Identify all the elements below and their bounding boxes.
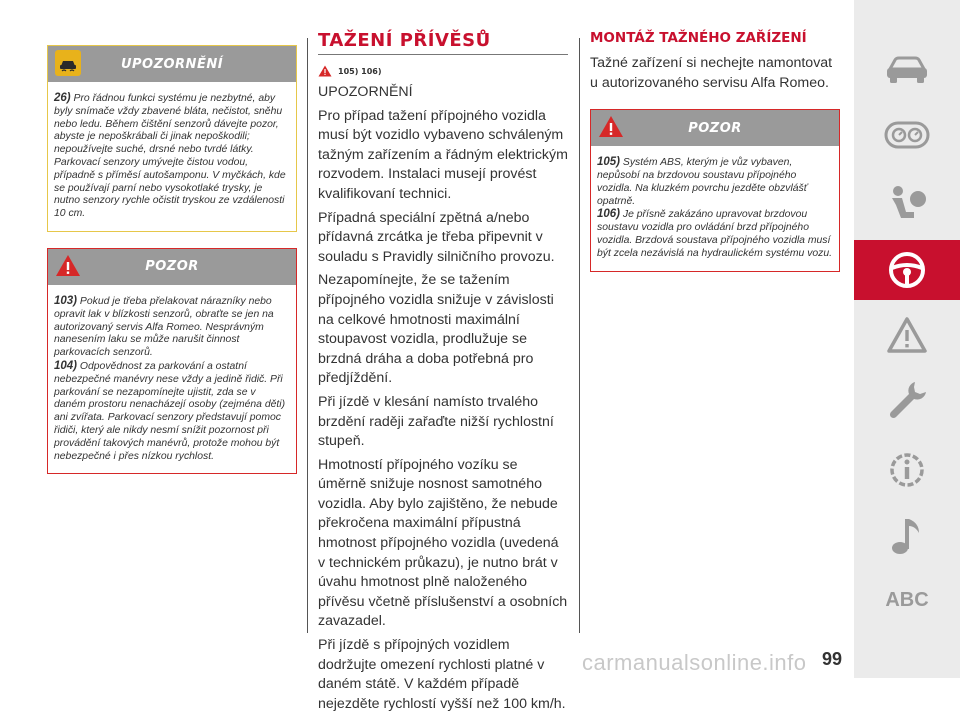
column-divider-1	[307, 38, 308, 633]
car-skid-warning-icon	[54, 49, 82, 77]
paragraph: Pro případ tažení přípojného vozidla musí být vozidlo vybaveno schváleným tažným zařízením a řádným elektrickým rozvodem. Instalaci musejí provést kvalifikovaní technici.	[318, 107, 568, 202]
paragraph: UPOZORNĚNÍ	[318, 84, 413, 100]
caution-box-left-body	[48, 285, 296, 473]
note-item: 105) Systém ABS, kterým je vůz vybaven, nepůsobí na brzdovou soustavu přípojného vozidla. Na kluzkém povrchu jezděte obzvlášť opatrně.	[597, 156, 808, 207]
warning-box	[47, 45, 297, 232]
caution-box-left-header	[48, 249, 296, 285]
wrench-icon	[885, 378, 929, 422]
warning-box-title: UPOZORNĚNÍ	[120, 56, 224, 72]
warning-triangle-icon	[885, 315, 929, 355]
chapter-sidebar	[854, 0, 960, 678]
sidebar-item-car[interactable]	[854, 40, 960, 100]
tow-hitch-text	[590, 54, 840, 93]
watermark: carmanualsonline.info	[582, 650, 807, 675]
sidebar-item-technical-data[interactable]	[854, 440, 960, 500]
middle-column	[318, 30, 568, 718]
warning-triangle-icon	[54, 252, 82, 280]
sidebar-item-warnings[interactable]	[854, 305, 960, 365]
car-icon	[884, 55, 930, 85]
seat-airbag-icon	[884, 185, 930, 225]
warning-triangle-icon	[318, 65, 332, 77]
info-gear-icon	[885, 448, 929, 492]
sidebar-item-index[interactable]	[854, 570, 960, 630]
paragraph: Hmotností přípojného vozíku se úměrně snižuje nosnost samotného vozidla. Aby bylo zajištěno, že nebude překročena maximální přípustná hmotnost přípojného vozidla (uvedená v technickém průkazu), je nutno brát v úvahu hmotnost plně naloženého přívěsu včetně příslušenství a osobních zavazadel.	[318, 456, 568, 630]
paragraph: Při jízdě s přípojných vozidlem dodržujte omezení rychlosti platné v daném státě. V každém případě nejezděte rychlostí vyšší než 100 km/h.	[318, 637, 566, 712]
note-item: 26) Pro řádnou funkci systému je nezbytné, aby byly snímače vždy zbavené bláta, nečistot, sněhu nebo ledu. Během čištění senzorů dávejte pozor, abyste je nepoškrábali či jinak nepoškodili; nepoužívejte suché, drsné nebo tvrdé látky. Parkovací senzory umývejte čistou vodou, případně s příměsí autošamponu. V myčkách, kde se používají parní nebo vysokotlaké trysky, je nutno senzory rychle očistit tryskou ze vzdálenosti 10 cm.	[54, 92, 286, 220]
dashboard-gauges-icon	[884, 120, 930, 150]
paragraph: Nezapomínejte, že se tažením přípojného vozidla snižuje v závislosti na celkové hmotnosti maximální stoupavost vozidla, prodlužuje se brzdná dráha a doba potřebná pro předjíždění.	[318, 272, 554, 387]
column-divider-2	[579, 38, 580, 633]
music-note-icon	[887, 513, 927, 557]
sidebar-item-safety[interactable]	[854, 175, 960, 235]
sidebar-item-driving[interactable]	[854, 240, 960, 300]
note-item: 106) Je přísně zakázáno upravovat brzdovou soustavu vozidla pro ovládání brzd přípojného vozidla. Brzdová soustava přípojného vozidla musí být zcela nezávislá na hydraulickém systému vozu.	[597, 208, 833, 259]
warning-box-body	[48, 82, 296, 231]
caution-box-left	[47, 248, 297, 474]
sidebar-item-multimedia[interactable]	[854, 505, 960, 565]
paragraph: Tažné zařízení si nechejte namontovat u autorizovaného servisu Alfa Romeo.	[590, 55, 833, 91]
reference-numbers: 105) 106)	[338, 66, 382, 76]
section-heading-towing: TAŽENÍ PŘÍVĚSŮ	[318, 30, 568, 55]
towing-text	[318, 83, 568, 714]
left-column	[47, 45, 297, 474]
sidebar-item-dashboard[interactable]	[854, 105, 960, 165]
steering-wheel-icon	[887, 250, 927, 290]
warning-triangle-icon	[597, 113, 625, 141]
reference-line	[318, 65, 568, 77]
section-heading-tow-hitch: MONTÁŽ TAŽNÉHO ZAŘÍZENÍ	[590, 30, 807, 46]
warning-box-header	[48, 46, 296, 82]
sidebar-abc-label: ABC	[885, 588, 929, 611]
caution-box-right-body	[591, 146, 839, 270]
paragraph: Při jízdě v klesání namísto trvalého brzdění raději zařaďte nižší rychlostní stupeň.	[318, 393, 554, 450]
note-item: 103) Pokud je třeba přelakovat nárazníky nebo opravit lak v blízkosti senzorů, obraťte se jen na autorizovaný servis Alfa Romeo. Nesprávným nanesením laku se může narušit činnost parkovacích senzorů.	[54, 294, 274, 359]
caution-box-left-title: POZOR	[145, 259, 199, 275]
right-column	[590, 30, 840, 272]
sidebar-item-maintenance[interactable]	[854, 370, 960, 430]
page-number: 99	[821, 649, 842, 669]
caution-box-right-title: POZOR	[688, 120, 742, 136]
caution-box-right	[590, 109, 840, 271]
paragraph: Případná speciální zpětná a/nebo přídavná zrcátka je třeba připevnit v souladu s Pravidly silničního provozu.	[318, 209, 555, 265]
note-item: 104) Odpovědnost za parkování a ostatní nebezpečné manévry nese vždy a jedině řidič. Při parkování se nezapomínejte ujistit, zda se v daném prostoru nenacházejí osoby (zejména děti) ani zvířata. Parkovací senzory představují pomoc řidiči, který ale nikdy nesmí snížit pozornost při provádění takových manévrů, protože mohou být nebezpečné i přes nízkou rychlost.	[54, 359, 286, 462]
caution-box-right-header	[591, 110, 839, 146]
